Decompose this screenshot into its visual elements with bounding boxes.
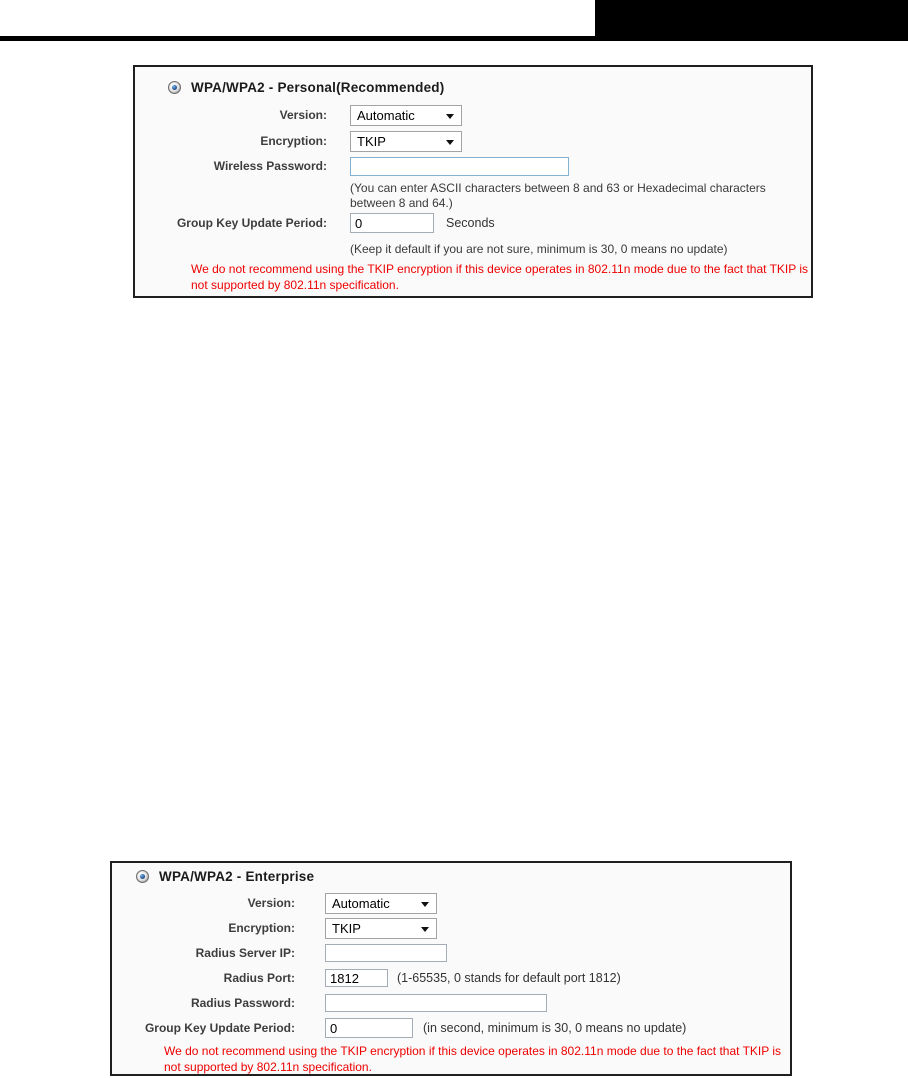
wpa-personal-title: WPA/WPA2 - Personal(Recommended) bbox=[191, 80, 445, 95]
radius-server-ip-input[interactable] bbox=[325, 944, 447, 962]
encryption-row bbox=[112, 917, 437, 939]
group-key-label: Group Key Update Period: bbox=[176, 216, 327, 230]
group-key-row bbox=[135, 212, 495, 234]
wpa-personal-radio[interactable] bbox=[168, 81, 181, 94]
encryption-row bbox=[135, 130, 462, 152]
wireless-password-label: Wireless Password: bbox=[213, 159, 327, 173]
version-select[interactable] bbox=[325, 893, 437, 914]
version-label: Version: bbox=[279, 108, 327, 122]
radius-port-input[interactable] bbox=[325, 969, 388, 987]
wpa-enterprise-radio[interactable] bbox=[136, 870, 149, 883]
header-black-block bbox=[595, 0, 908, 40]
radius-port-row bbox=[112, 967, 621, 989]
wireless-password-hint-line2: between 8 and 64.) bbox=[350, 196, 453, 210]
tkip-warning-line2: not supported by 802.11n specification. bbox=[191, 278, 399, 292]
version-row bbox=[135, 104, 462, 126]
wireless-password-row bbox=[135, 155, 569, 177]
radius-port-hint: (1-65535, 0 stands for default port 1812) bbox=[397, 971, 621, 985]
encryption-selected-value: TKIP bbox=[332, 920, 361, 936]
encryption-select[interactable] bbox=[325, 918, 437, 939]
wpa-enterprise-title: WPA/WPA2 - Enterprise bbox=[159, 869, 315, 884]
radius-password-input[interactable] bbox=[325, 994, 547, 1012]
radius-port-label: Radius Port: bbox=[223, 971, 295, 985]
chevron-down-icon bbox=[421, 927, 429, 932]
chevron-down-icon bbox=[421, 902, 429, 907]
wireless-password-hint-line1: (You can enter ASCII characters between 8 and 63 or Hexadecimal characters bbox=[350, 181, 766, 195]
tkip-warning-line1: We do not recommend using the TKIP encryption if this device operates in 802.11n mode due to the fact that TKIP is bbox=[191, 262, 809, 276]
radius-password-row bbox=[112, 992, 547, 1014]
version-selected-value: Automatic bbox=[332, 895, 390, 911]
radius-server-ip-row bbox=[112, 942, 447, 964]
group-key-input[interactable] bbox=[350, 213, 434, 233]
wireless-password-input[interactable] bbox=[350, 157, 569, 176]
wpa-personal-option-row bbox=[168, 80, 444, 95]
group-key-unit: Seconds bbox=[446, 216, 495, 230]
group-key-label: Group Key Update Period: bbox=[144, 1021, 295, 1035]
group-key-row bbox=[112, 1017, 686, 1039]
version-label: Version: bbox=[247, 896, 295, 910]
version-row bbox=[112, 892, 437, 914]
chevron-down-icon bbox=[446, 140, 454, 145]
tkip-warning-line1: We do not recommend using the TKIP encryption if this device operates in 802.11n mode due to the fact that TKIP is bbox=[164, 1044, 782, 1058]
radius-server-ip-label: Radius Server IP: bbox=[195, 946, 295, 960]
wpa-enterprise-panel bbox=[110, 861, 792, 1076]
group-key-input[interactable] bbox=[325, 1018, 413, 1038]
encryption-label: Encryption: bbox=[260, 134, 327, 148]
wpa-personal-panel bbox=[133, 65, 813, 298]
group-key-hint: (in second, minimum is 30, 0 means no update) bbox=[423, 1021, 687, 1035]
tkip-warning-line2: not supported by 802.11n specification. bbox=[164, 1060, 372, 1074]
chevron-down-icon bbox=[446, 114, 454, 119]
group-key-hint: (Keep it default if you are not sure, minimum is 30, 0 means no update) bbox=[350, 242, 728, 256]
encryption-select[interactable] bbox=[350, 131, 462, 152]
radius-password-label: Radius Password: bbox=[190, 996, 295, 1010]
version-selected-value: Automatic bbox=[357, 107, 415, 123]
encryption-label: Encryption: bbox=[228, 921, 295, 935]
tkip-warning bbox=[164, 1043, 781, 1075]
header-rule bbox=[0, 36, 908, 41]
encryption-selected-value: TKIP bbox=[357, 133, 386, 149]
wpa-enterprise-option-row bbox=[136, 869, 314, 884]
tkip-warning bbox=[191, 261, 808, 293]
version-select[interactable] bbox=[350, 105, 462, 126]
wireless-password-hint bbox=[350, 181, 766, 211]
